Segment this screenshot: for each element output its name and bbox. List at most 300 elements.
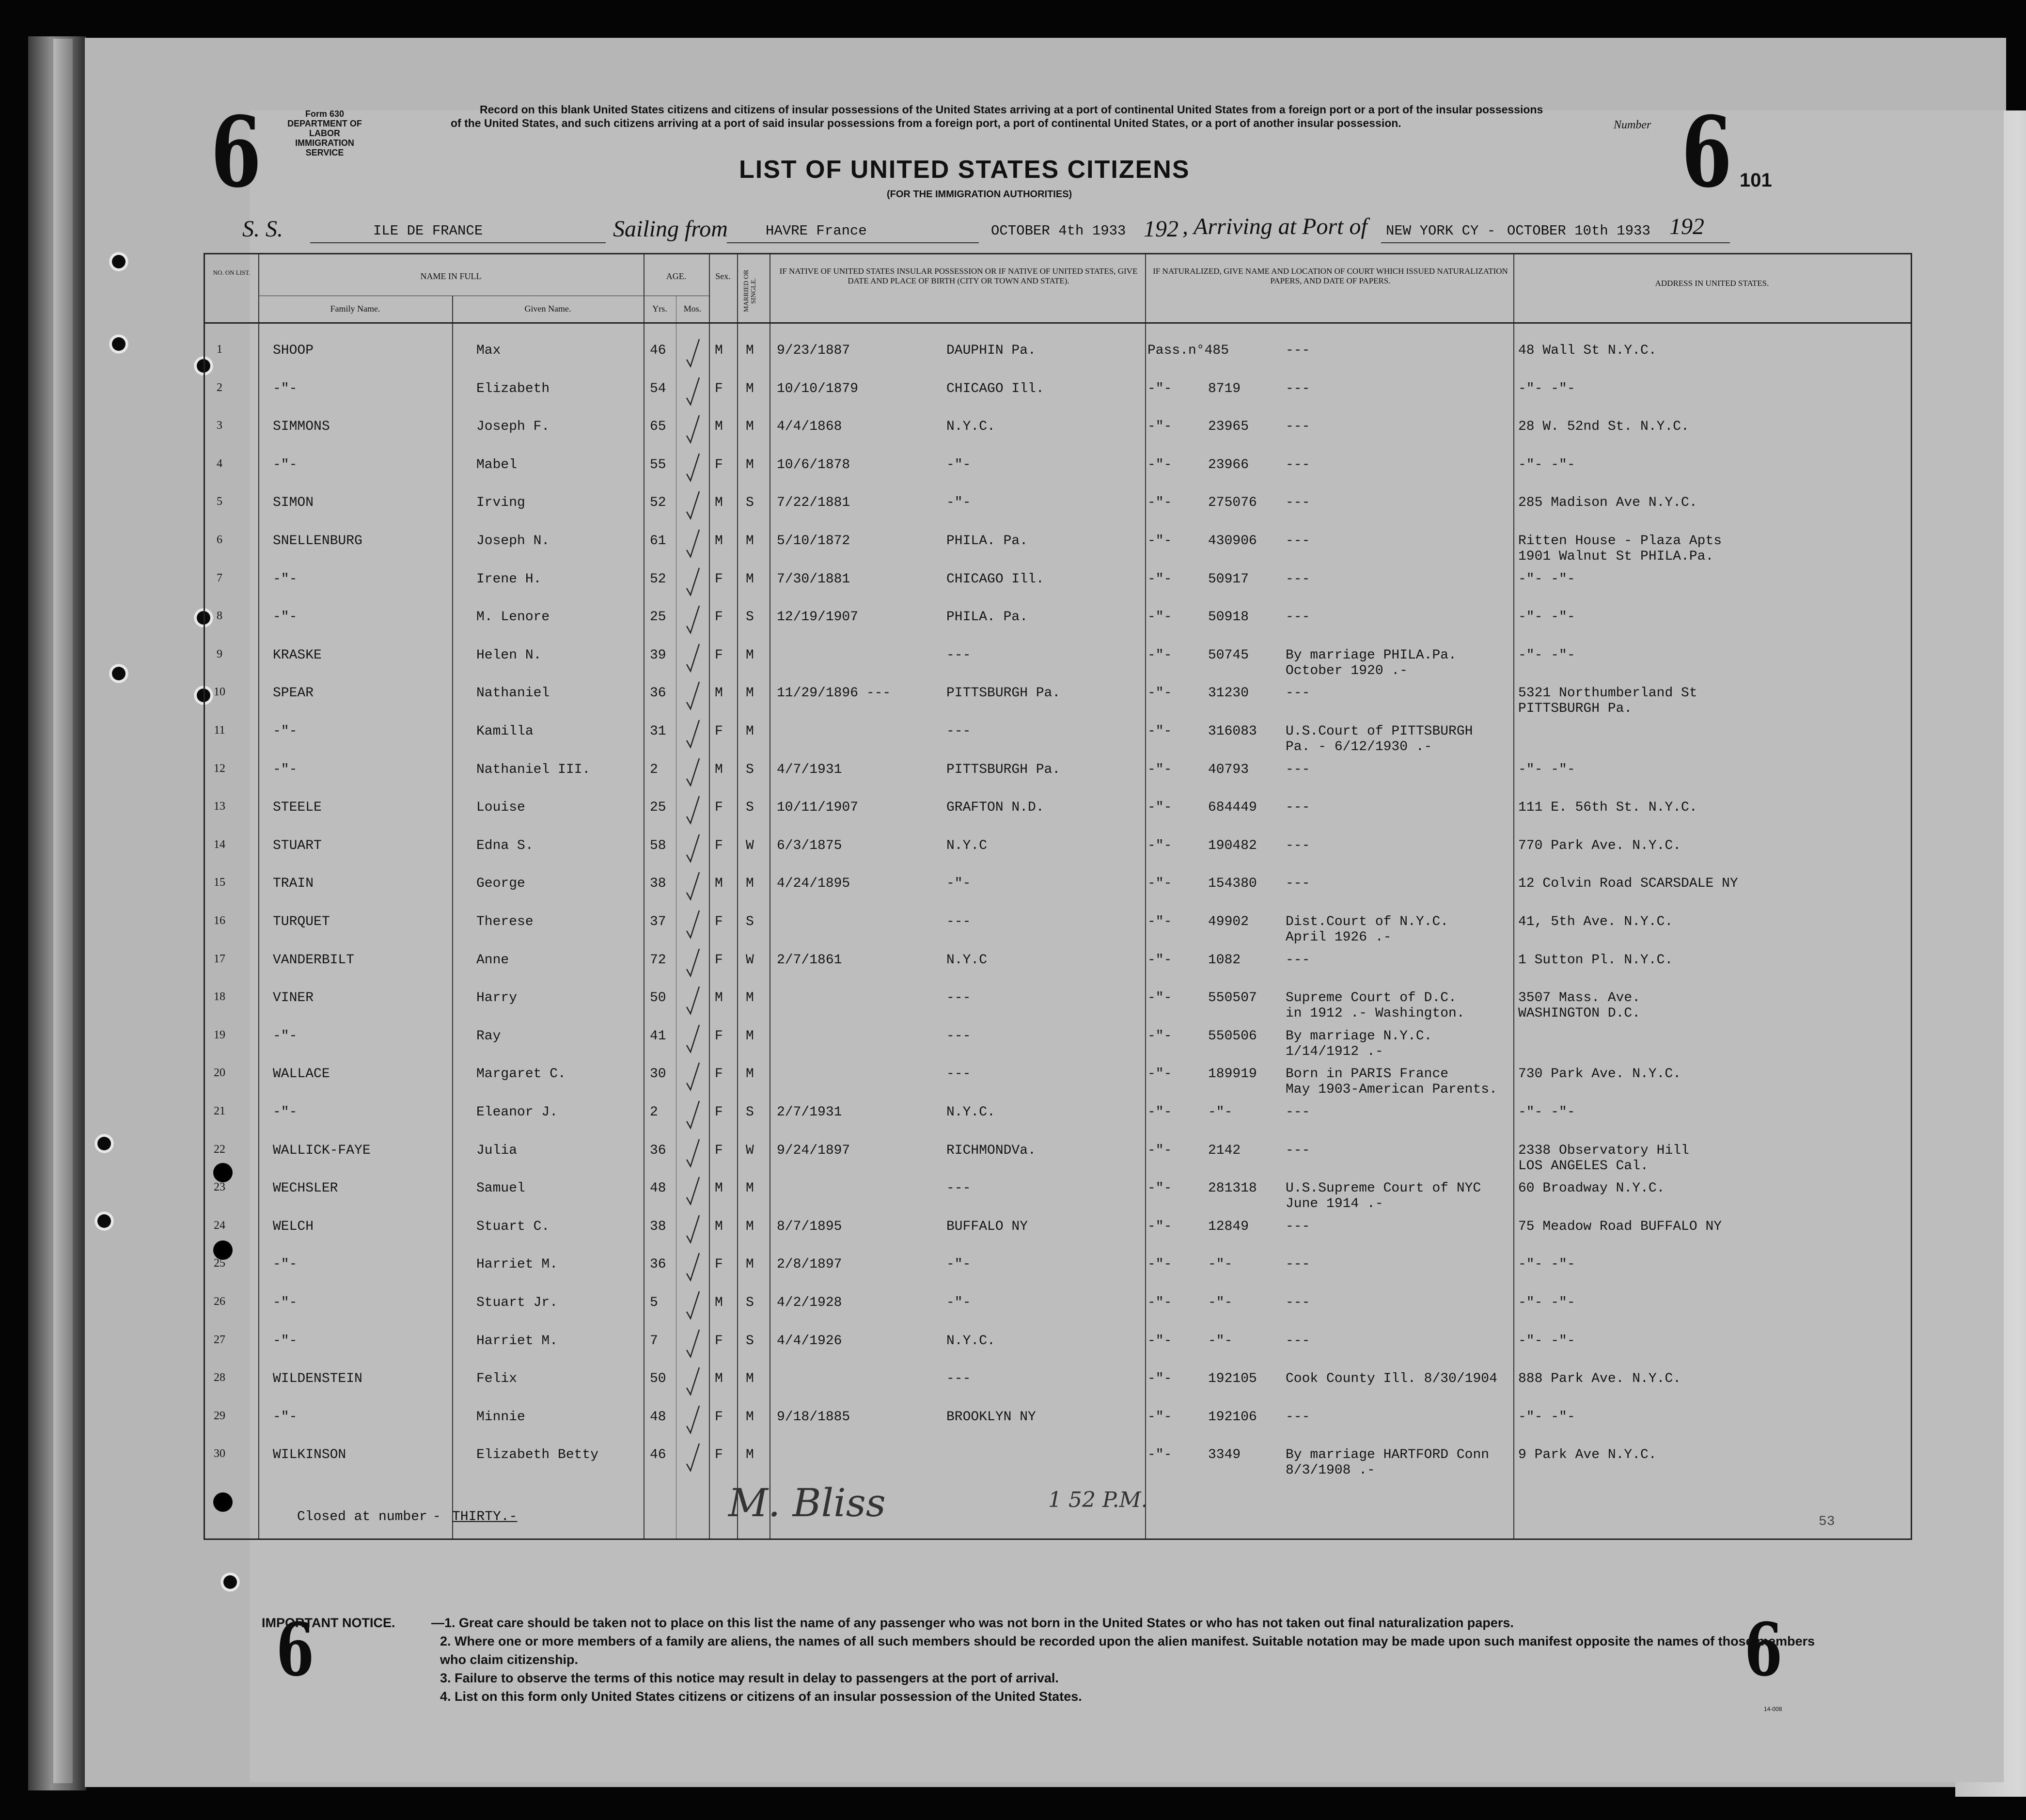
cell-given: Nathaniel III. (476, 762, 591, 777)
cell-given: Stuart Jr. (476, 1295, 558, 1310)
cell-natno: 40793 (1208, 762, 1249, 777)
cell-given: Elizabeth (476, 381, 550, 396)
native-header: IF NATIVE OF UNITED STATES INSULAR POSSESSION OR IF NATIVE OF UNITED STATES, GIVE DATE AND PLACE OF BIRTH (CITY OR TOWN AND STATE). (779, 267, 1138, 285)
sailing-year-suffix: 192 (1144, 216, 1178, 242)
corner-mark: 53 (1819, 1514, 1835, 1529)
cell-natprefix: -"- (1147, 1257, 1172, 1272)
cell-addr: 75 Meadow Road BUFFALO NY (1518, 1219, 1722, 1234)
cell-given: Margaret C. (476, 1067, 566, 1082)
cell-bdate: 4/24/1895 (777, 876, 850, 892)
cell-bplace: --- (946, 1067, 971, 1082)
ship-underline (310, 242, 606, 243)
table-row (205, 1063, 1911, 1100)
cell-addr: Ritten House - Plaza Apts (1518, 533, 1722, 549)
cell-addr: 41, 5th Ave. N.Y.C. (1518, 914, 1673, 929)
cell-natprefix: -"- (1147, 1409, 1172, 1425)
cell-age: 46 (650, 1447, 666, 1463)
cell-age: 30 (650, 1067, 666, 1082)
table-row (205, 1215, 1911, 1253)
cell-no: 13 (214, 800, 225, 813)
arrival-port: NEW YORK CY - (1386, 223, 1496, 239)
cell-no: 1 (217, 343, 222, 356)
check-mark-icon (685, 1250, 701, 1284)
cell-given: Samuel (476, 1181, 525, 1196)
cell-family: -"- (273, 1105, 298, 1120)
cell-age: 7 (650, 1333, 658, 1349)
cell-natno: 3349 (1208, 1447, 1241, 1463)
cell-natno: 189919 (1208, 1067, 1257, 1082)
check-mark-icon (685, 946, 701, 980)
cell-ms: W (746, 1143, 754, 1158)
cell-family: STEELE (273, 800, 322, 816)
naturalized-header: IF NATURALIZED, GIVE NAME AND LOCATION OF COURT WHICH ISSUED NATURALIZATION PAPERS, AND DATE OF PAPERS. (1153, 267, 1508, 285)
cell-sex: F (715, 952, 723, 968)
cell-natprefix: -"- (1147, 686, 1172, 701)
cell-natprefix: -"- (1147, 381, 1172, 396)
check-mark-icon (685, 565, 701, 599)
cell-addr: 285 Madison Ave N.Y.C. (1518, 495, 1697, 511)
cell-family: TRAIN (273, 876, 314, 892)
table-row (205, 1139, 1911, 1177)
cell-ms: M (746, 1181, 754, 1196)
punch-hole (94, 1134, 114, 1153)
cell-bplace: -"- (946, 495, 971, 511)
cell-addr: -"- -"- (1518, 1295, 1575, 1310)
cell-age: 48 (650, 1181, 666, 1196)
cell-sex: F (715, 610, 723, 625)
cell-no: 6 (217, 533, 222, 546)
cell-no: 11 (214, 724, 225, 737)
cell-natprefix: Pass.n°485 (1147, 343, 1229, 358)
cell-addr: 60 Broadway N.Y.C. (1518, 1181, 1665, 1196)
cell-natprefix: -"- (1147, 647, 1172, 663)
cell-no: 22 (214, 1143, 225, 1156)
cell-court2: April 1926 .- (1286, 930, 1392, 945)
cell-bdate: 9/23/1887 (777, 343, 850, 358)
check-mark-icon (685, 527, 701, 561)
table-row (205, 530, 1911, 567)
check-mark-icon (685, 1288, 701, 1322)
cell-natno: 192106 (1208, 1409, 1257, 1425)
cell-addr2: LOS ANGELES Cal. (1518, 1158, 1649, 1174)
cell-sex: M (715, 1181, 723, 1196)
arrival-date: OCTOBER 10th 1933 (1507, 223, 1650, 239)
cell-family: WELCH (273, 1219, 314, 1234)
cell-family: -"- (273, 457, 298, 472)
cell-bplace: -"- (946, 1257, 971, 1272)
cell-sex: M (715, 686, 723, 701)
cell-age: 41 (650, 1028, 666, 1044)
cell-natno: 154380 (1208, 876, 1257, 892)
cell-court: --- (1286, 1333, 1310, 1349)
check-mark-icon (685, 869, 701, 903)
cell-bplace: -"- (946, 876, 971, 892)
cell-court: --- (1286, 838, 1310, 853)
form-number: Form 630 (305, 109, 345, 119)
notice-label: IMPORTANT NOTICE. (262, 1616, 395, 1630)
cell-ms: M (746, 724, 754, 739)
cell-no: 3 (217, 419, 222, 432)
cell-no: 29 (214, 1409, 225, 1422)
cell-sex: F (715, 724, 723, 739)
cell-addr2: WASHINGTON D.C. (1518, 1006, 1641, 1021)
cell-given: Kamilla (476, 724, 534, 739)
cell-given: George (476, 876, 525, 892)
cell-addr: -"- -"- (1518, 1333, 1575, 1349)
cell-family: -"- (273, 381, 298, 396)
check-mark-icon (685, 679, 701, 713)
table-row (205, 949, 1911, 987)
cell-no: 18 (214, 990, 225, 1004)
cell-court: --- (1286, 533, 1310, 549)
cell-natno: 430906 (1208, 533, 1257, 549)
cell-natno: 23965 (1208, 419, 1249, 435)
cell-family: -"- (273, 1257, 298, 1272)
check-mark-icon (685, 1098, 701, 1132)
cell-ms: M (746, 1447, 754, 1463)
cell-ms: M (746, 381, 754, 396)
cell-addr: -"- -"- (1518, 1257, 1575, 1272)
table-row (205, 1367, 1911, 1405)
table-row (205, 1025, 1911, 1063)
cell-given: Stuart C. (476, 1219, 550, 1234)
cell-ms: W (746, 838, 754, 853)
cell-natprefix: -"- (1147, 1333, 1172, 1349)
cell-no: 16 (214, 914, 225, 927)
cell-ms: M (746, 343, 754, 358)
cell-bplace: PITTSBURGH Pa. (946, 762, 1061, 777)
cell-family: VINER (273, 990, 314, 1006)
cell-court: U.S.Court of PITTSBURGH (1286, 724, 1473, 739)
cell-age: 58 (650, 838, 666, 853)
check-mark-icon (685, 336, 701, 370)
cell-family: VANDERBILT (273, 952, 355, 968)
cell-sex: F (715, 381, 723, 396)
cell-ms: W (746, 952, 754, 968)
cell-sex: F (715, 1143, 723, 1158)
cell-bplace: BROOKLYN NY (946, 1409, 1036, 1425)
cell-natprefix: -"- (1147, 495, 1172, 511)
cell-bdate: 2/7/1931 (777, 1105, 842, 1120)
cell-sex: F (715, 1409, 723, 1425)
cell-natno: 281318 (1208, 1181, 1257, 1196)
cell-natprefix: -"- (1147, 610, 1172, 625)
arriving-label: , Arriving at Port of (1182, 214, 1367, 239)
cell-family: -"- (273, 1295, 298, 1310)
cell-bplace: RICHMONDVa. (946, 1143, 1036, 1158)
check-mark-icon (685, 603, 701, 637)
cell-bplace: N.Y.C. (946, 1333, 995, 1349)
age-header: AGE. (666, 271, 687, 281)
table-row (205, 568, 1911, 606)
cell-no: 8 (217, 610, 222, 623)
table-row (205, 1101, 1911, 1139)
cell-family: TURQUET (273, 914, 330, 929)
cell-natprefix: -"- (1147, 762, 1172, 777)
cell-age: 36 (650, 686, 666, 701)
cell-natno: -"- (1208, 1257, 1233, 1272)
cell-given: Ray (476, 1028, 501, 1044)
cell-natprefix: -"- (1147, 1181, 1172, 1196)
cell-court: --- (1286, 381, 1310, 396)
cell-given: Harriet M. (476, 1333, 558, 1349)
closed-value: THIRTY.- (452, 1509, 518, 1524)
cell-age: 31 (650, 724, 666, 739)
cell-addr: 2338 Observatory Hill (1518, 1143, 1689, 1158)
check-mark-icon (685, 488, 701, 522)
cell-ms: M (746, 1028, 754, 1044)
cell-age: 54 (650, 381, 666, 396)
sailing-underline (727, 242, 979, 243)
cell-natno: 8719 (1208, 381, 1241, 396)
closed-label: Closed at number (297, 1509, 427, 1524)
cell-age: 2 (650, 762, 658, 777)
cell-sex: F (715, 1105, 723, 1120)
cell-court: --- (1286, 571, 1310, 587)
sheet-number-top-left: 6 (211, 95, 262, 209)
check-mark-icon (685, 1136, 701, 1170)
name-in-full-header: NAME IN FULL (420, 271, 482, 281)
cell-bplace: --- (946, 647, 971, 663)
cell-natno: 190482 (1208, 838, 1257, 853)
cell-sex: F (715, 1028, 723, 1044)
cell-family: SPEAR (273, 686, 314, 701)
sheet-number-bottom-left: 6 (276, 1607, 314, 1693)
check-mark-icon (685, 717, 701, 751)
cell-no: 30 (214, 1447, 225, 1460)
punch-hole (109, 334, 128, 354)
table-row (205, 1253, 1911, 1291)
table-row (205, 606, 1911, 643)
cell-no: 17 (214, 952, 225, 965)
cell-court: --- (1286, 1295, 1310, 1310)
cell-family: -"- (273, 1028, 298, 1044)
cell-no: 9 (217, 647, 222, 660)
sailing-port: HAVRE France (766, 223, 867, 239)
cell-natprefix: -"- (1147, 571, 1172, 587)
cell-given: Eleanor J. (476, 1105, 558, 1120)
cell-natprefix: -"- (1147, 952, 1172, 968)
cell-natno: -"- (1208, 1333, 1233, 1349)
cell-addr: 1 Sutton Pl. N.Y.C. (1518, 952, 1673, 968)
cell-natprefix: -"- (1147, 419, 1172, 435)
mos-header: Mos. (683, 304, 702, 314)
cell-bplace: BUFFALO NY (946, 1219, 1028, 1234)
family-name-header: Family Name. (330, 304, 380, 314)
cell-given: Joseph N. (476, 533, 550, 549)
cell-sex: M (715, 762, 723, 777)
cell-family: WALLACE (273, 1067, 330, 1082)
table-row (205, 377, 1911, 415)
cell-natprefix: -"- (1147, 1105, 1172, 1120)
page-number: 101 (1740, 170, 1772, 191)
arrival-underline (1381, 242, 1730, 243)
cell-sex: F (715, 457, 723, 472)
cell-sex: M (715, 533, 723, 549)
cell-natno: 550506 (1208, 1028, 1257, 1044)
cell-sex: F (715, 1257, 723, 1272)
cell-no: 26 (214, 1295, 225, 1308)
cell-bplace: --- (946, 1028, 971, 1044)
cell-ms: M (746, 533, 754, 549)
cell-sex: M (715, 990, 723, 1006)
inspector-signature: M. Bliss (728, 1480, 886, 1525)
sheet-number-top-right: 6 (1681, 95, 1732, 209)
cell-family: -"- (273, 1333, 298, 1349)
cell-ms: M (746, 1067, 754, 1082)
given-name-header: Given Name. (524, 304, 571, 314)
cell-no: 15 (214, 876, 225, 889)
check-mark-icon (685, 793, 701, 827)
cell-natno: 192105 (1208, 1371, 1257, 1387)
cell-bdate: 5/10/1872 (777, 533, 850, 549)
cell-given: Harry (476, 990, 518, 1006)
check-mark-icon (685, 908, 701, 941)
cell-natprefix: -"- (1147, 457, 1172, 472)
page-subtitle: (FOR THE IMMIGRATION AUTHORITIES) (887, 189, 1072, 200)
cell-no: 23 (214, 1181, 225, 1194)
cell-court: Dist.Court of N.Y.C. (1286, 914, 1449, 929)
cell-ms: M (746, 457, 754, 472)
check-mark-icon (685, 984, 701, 1018)
cell-no: 14 (214, 838, 225, 851)
table-row (205, 910, 1911, 948)
cell-addr: -"- -"- (1518, 1105, 1575, 1120)
cell-family: WALLICK-FAYE (273, 1143, 371, 1158)
cell-natprefix: -"- (1147, 800, 1172, 816)
cell-bplace: --- (946, 724, 971, 739)
cell-age: 48 (650, 1409, 666, 1425)
cell-addr: -"- -"- (1518, 647, 1575, 663)
table-row (205, 1177, 1911, 1215)
table-row (205, 758, 1911, 796)
table-row (205, 339, 1911, 377)
cell-court: --- (1286, 762, 1310, 777)
cell-ms: M (746, 876, 754, 892)
check-mark-icon (685, 1022, 701, 1056)
cell-given: Elizabeth Betty (476, 1447, 599, 1463)
married-single-header: MARRIED OR SINGLE. (743, 269, 757, 312)
cell-bplace: PITTSBURGH Pa. (946, 686, 1061, 701)
cell-natno: 1082 (1208, 952, 1241, 968)
cell-given: Irving (476, 495, 525, 511)
cell-ms: S (746, 1105, 754, 1120)
cell-family: SNELLENBURG (273, 533, 362, 549)
check-mark-icon (685, 451, 701, 485)
cell-natno: 2142 (1208, 1143, 1241, 1158)
cell-natno: 50917 (1208, 571, 1249, 587)
cell-natprefix: -"- (1147, 838, 1172, 853)
cell-court: By marriage PHILA.Pa. (1286, 647, 1457, 663)
cell-natprefix: -"- (1147, 990, 1172, 1006)
cell-sex: M (715, 1295, 723, 1310)
table-row (205, 644, 1911, 682)
cell-age: 37 (650, 914, 666, 929)
cell-bdate: 9/18/1885 (777, 1409, 850, 1425)
cell-family: STUART (273, 838, 322, 853)
cell-family: -"- (273, 571, 298, 587)
cell-addr: -"- -"- (1518, 457, 1575, 472)
table-row (205, 987, 1911, 1024)
table-row (205, 491, 1911, 529)
check-mark-icon (685, 1327, 701, 1361)
cell-age: 55 (650, 457, 666, 472)
cell-bplace: --- (946, 990, 971, 1006)
passenger-table (204, 253, 1912, 1540)
cell-age: 46 (650, 343, 666, 358)
cell-bplace: --- (946, 1371, 971, 1387)
cell-age: 36 (650, 1143, 666, 1158)
cell-natno: 31230 (1208, 686, 1249, 701)
cell-natprefix: -"- (1147, 876, 1172, 892)
cell-family: -"- (273, 610, 298, 625)
cell-sex: F (715, 571, 723, 587)
cell-ms: S (746, 762, 754, 777)
cell-given: M. Lenore (476, 610, 550, 625)
ss-label: S. S. (242, 216, 283, 242)
cell-no: 5 (217, 495, 222, 508)
cell-court: --- (1286, 876, 1310, 892)
cell-court2: October 1920 .- (1286, 663, 1408, 678)
cell-addr2: 1901 Walnut St PHILA.Pa. (1518, 549, 1714, 564)
yrs-header: Yrs. (652, 304, 667, 314)
intro-text: Record on this blank United States citizens and citizens of insular possessions of the United States arriving at a port of continental United States from a foreign port or a port of the insular possessions of the United States, and such citizens arriving at a port of said insular possessions from a foreign port, a port of continental United States, or a port of another insular possession. (451, 103, 1543, 129)
cell-ms: S (746, 610, 754, 625)
cell-natno: 684449 (1208, 800, 1257, 816)
cell-bdate: 7/30/1881 (777, 571, 850, 587)
cell-given: Louise (476, 800, 525, 816)
cell-court: --- (1286, 686, 1310, 701)
form-header (276, 109, 373, 157)
cell-bplace: -"- (946, 457, 971, 472)
cell-addr: -"- -"- (1518, 762, 1575, 777)
cell-addr: 12 Colvin Road SCARSDALE NY (1518, 876, 1738, 892)
cell-ms: S (746, 1295, 754, 1310)
punch-hole (109, 252, 128, 271)
table-row (205, 454, 1911, 491)
cell-ms: M (746, 990, 754, 1006)
cell-court: --- (1286, 1105, 1310, 1120)
table-row (205, 1330, 1911, 1367)
cell-natno: 275076 (1208, 495, 1257, 511)
cell-family: -"- (273, 724, 298, 739)
cell-natprefix: -"- (1147, 1371, 1172, 1387)
cell-bplace: CHICAGO Ill. (946, 381, 1044, 396)
cell-ms: M (746, 419, 754, 435)
check-mark-icon (685, 1060, 701, 1094)
cell-bdate: 4/4/1926 (777, 1333, 842, 1349)
notice-item: 4. List on this form only United States citizens or citizens of an insular possession of the United States. (440, 1689, 1082, 1704)
address-header: ADDRESS IN UNITED STATES. (1655, 279, 1769, 288)
cell-bdate: 4/7/1931 (777, 762, 842, 777)
cell-addr: -"- -"- (1518, 571, 1575, 587)
cell-court: --- (1286, 610, 1310, 625)
cell-ms: S (746, 1333, 754, 1349)
cell-addr: 5321 Northumberland St (1518, 686, 1697, 701)
cell-natprefix: -"- (1147, 1028, 1172, 1044)
check-mark-icon (685, 755, 701, 789)
cell-age: 50 (650, 990, 666, 1006)
check-mark-icon (685, 832, 701, 865)
cell-natprefix: -"- (1147, 1067, 1172, 1082)
cell-no: 24 (214, 1219, 225, 1232)
table-row (205, 682, 1911, 720)
cell-bdate: 10/11/1907 (777, 800, 859, 816)
cell-given: Edna S. (476, 838, 534, 853)
cell-sex: M (715, 1371, 723, 1387)
sailing-date: OCTOBER 4th 1933 (991, 223, 1126, 239)
cell-bdate: 11/29/1896 --- (777, 686, 891, 701)
